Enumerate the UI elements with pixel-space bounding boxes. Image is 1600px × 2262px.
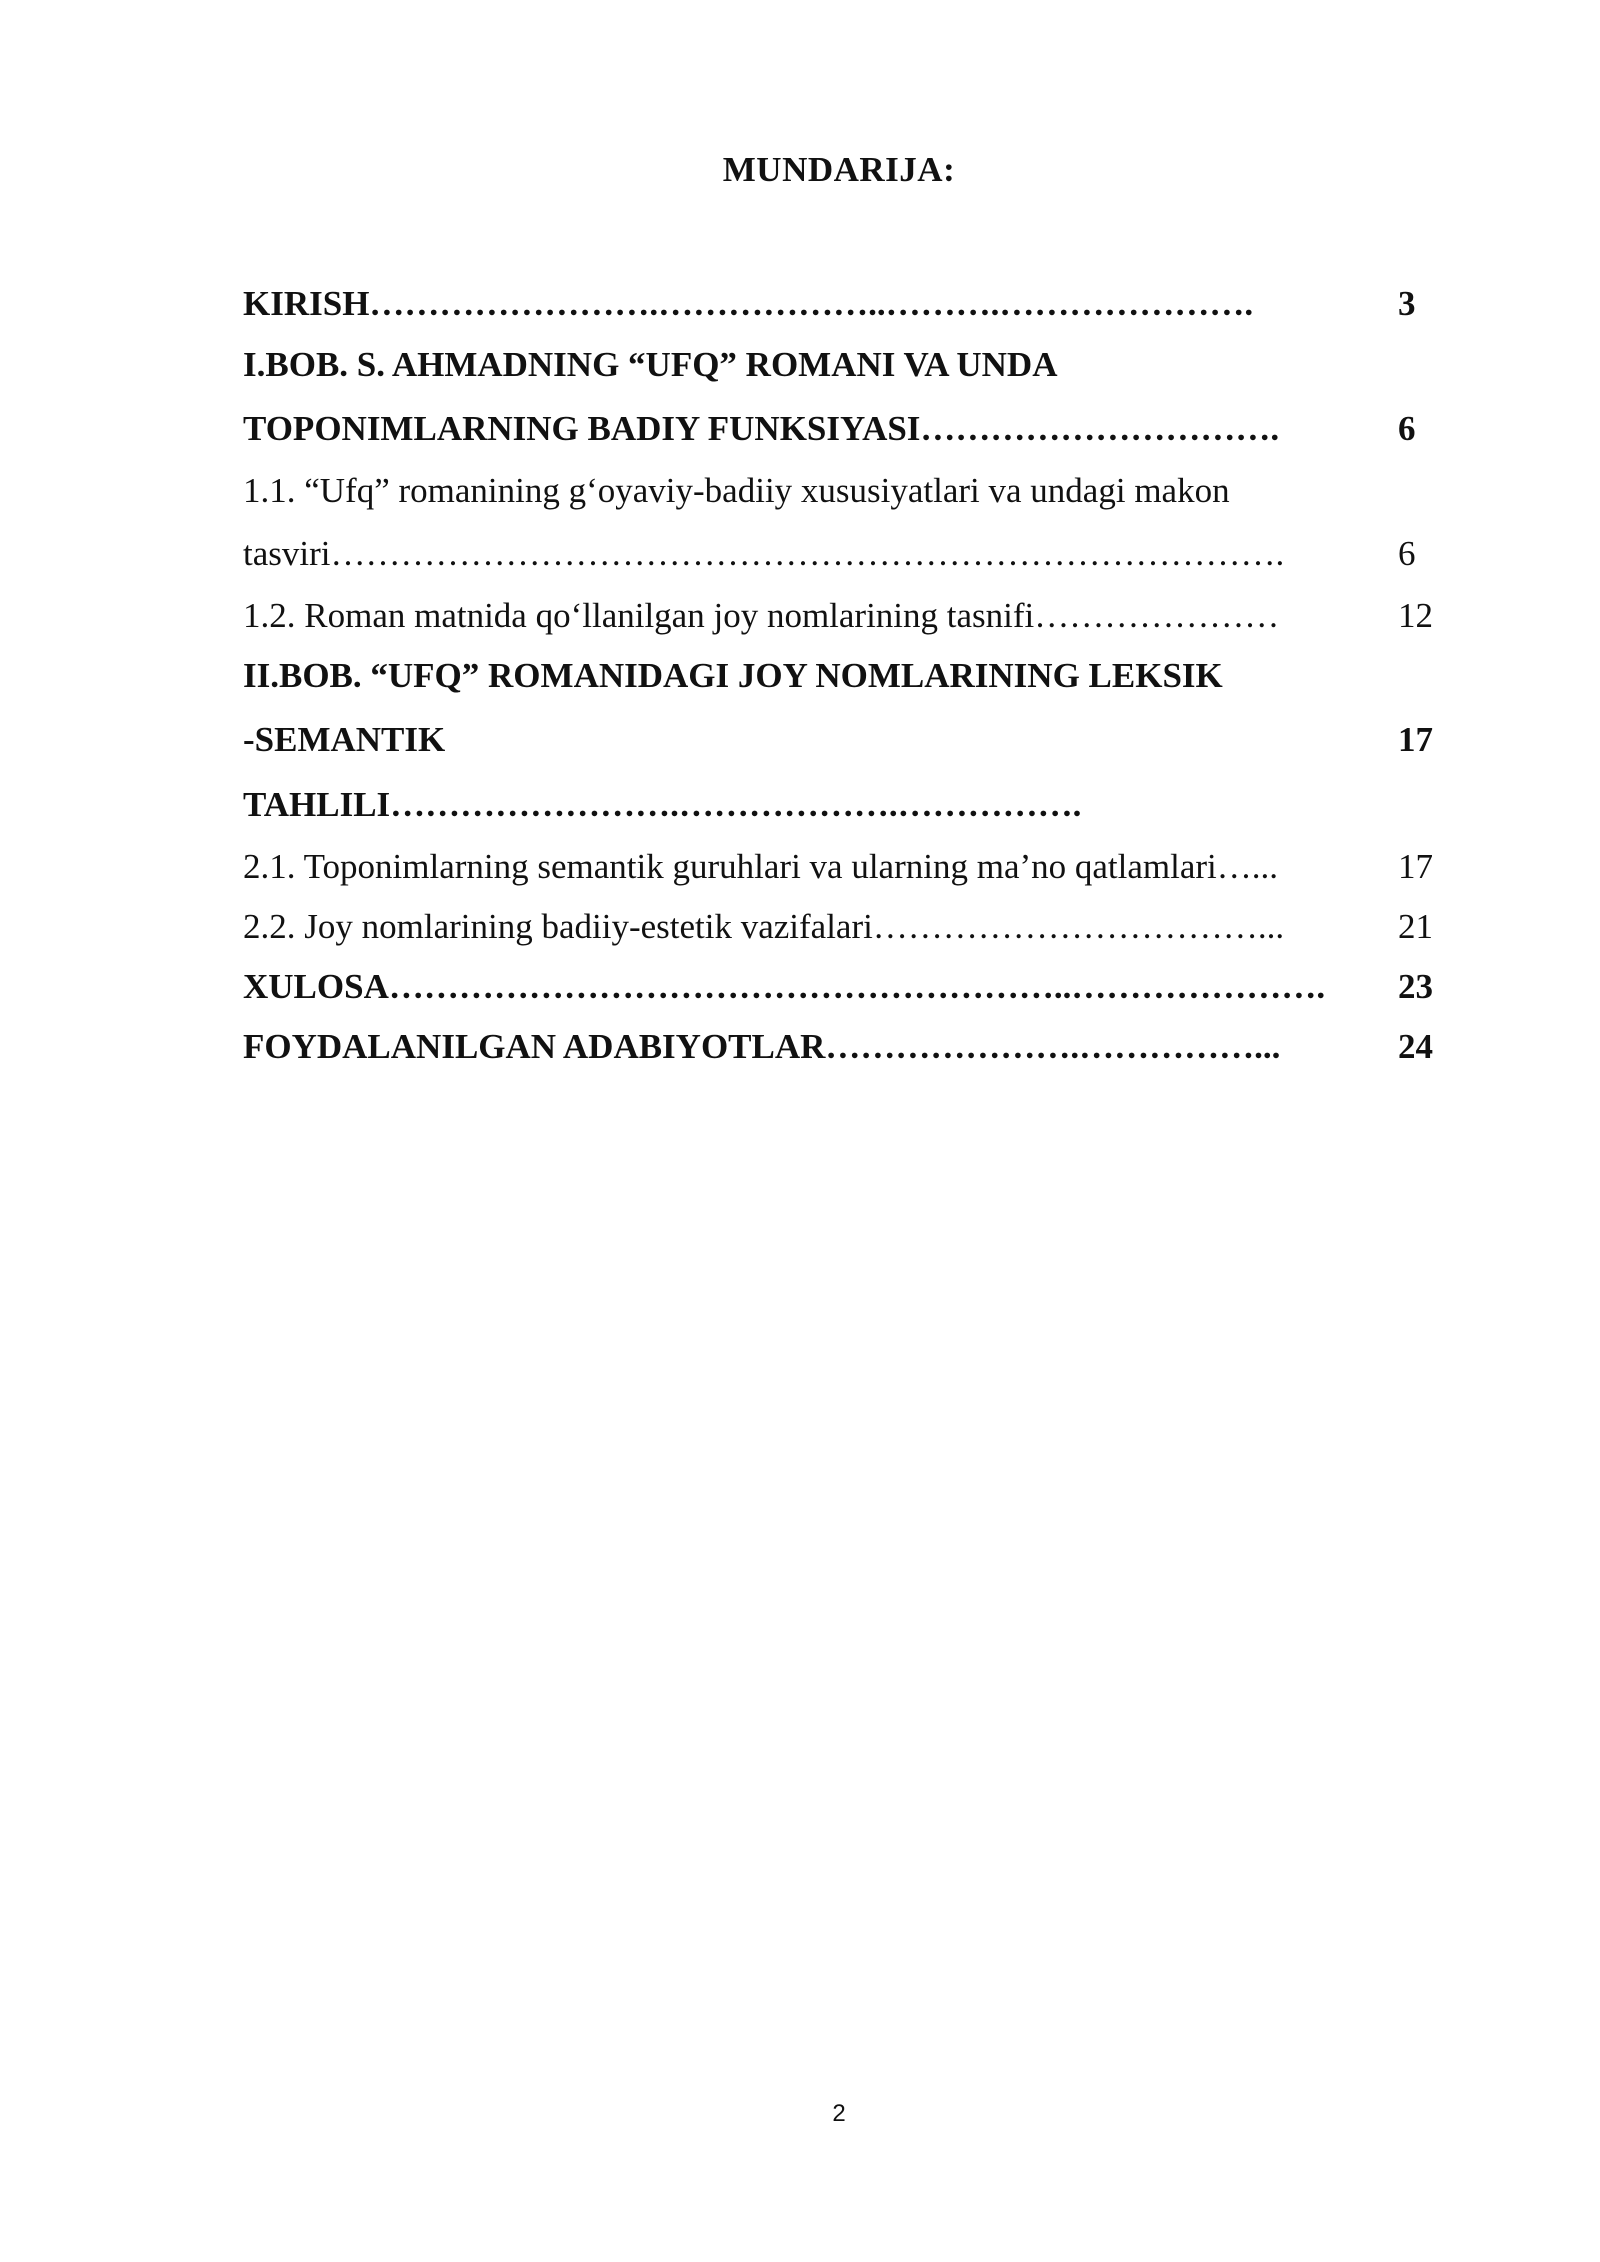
toc-entry-xulosa: XULOSA…………………………………………………..………………….	[243, 967, 1326, 1006]
toc-page-bob1: 6	[1398, 409, 1416, 448]
toc-page-sec12: 12	[1398, 596, 1433, 635]
toc-entry-sec21: 2.1. Toponimlarning semantik guruhlari va ularning ma’no qatlamlari…...	[243, 847, 1279, 886]
toc-entry-bob2-line1: II.BOB. “UFQ” ROMANIDAGI JOY NOMLARINING LEKSIK	[243, 656, 1223, 695]
toc-entry-sec12: 1.2. Roman matnida qo‘llanilgan joy nomlarining tasnifi…………………	[243, 596, 1280, 635]
toc-page-sec21: 17	[1398, 847, 1433, 886]
toc-page-adabiyotlar: 24	[1398, 1027, 1433, 1066]
page-number: 2	[832, 2100, 846, 2127]
toc-page-bob2: 17	[1398, 720, 1433, 759]
toc-entry-bob2-line2: -SEMANTIK	[243, 720, 446, 759]
toc-entry-bob1-line2: TOPONIMLARNING BADIY FUNKSIYASI………………………….	[243, 409, 1280, 448]
toc-entry-bob2-line3: TAHLILI…………………….……………….…………….	[243, 785, 1082, 824]
toc-entry-sec11-line2: tasviri……………………………………………………………………….	[243, 534, 1285, 573]
page-title: MUNDARIJA:	[722, 150, 956, 189]
toc-entry-sec11-line1: 1.1. “Ufq” romanining g‘oyaviy-badiiy xususiyatlari va undagi makon	[243, 471, 1230, 510]
toc-entry-kirish: KIRISH…………………….………………..……….………………….	[243, 284, 1254, 323]
toc-entry-sec22: 2.2. Joy nomlarining badiiy-estetik vazifalari……………………………...	[243, 907, 1285, 946]
toc-page-sec22: 21	[1398, 907, 1433, 946]
toc-page-sec11: 6	[1398, 534, 1416, 573]
toc-entry-bob1-line1: I.BOB. S. AHMADNING “UFQ” ROMANI VA UNDA	[243, 345, 1058, 384]
toc-page-kirish: 3	[1398, 284, 1416, 323]
toc-entry-adabiyotlar: FOYDALANILGAN ADABIYOTLAR………………….……………...	[243, 1027, 1281, 1066]
toc-page-xulosa: 23	[1398, 967, 1433, 1006]
